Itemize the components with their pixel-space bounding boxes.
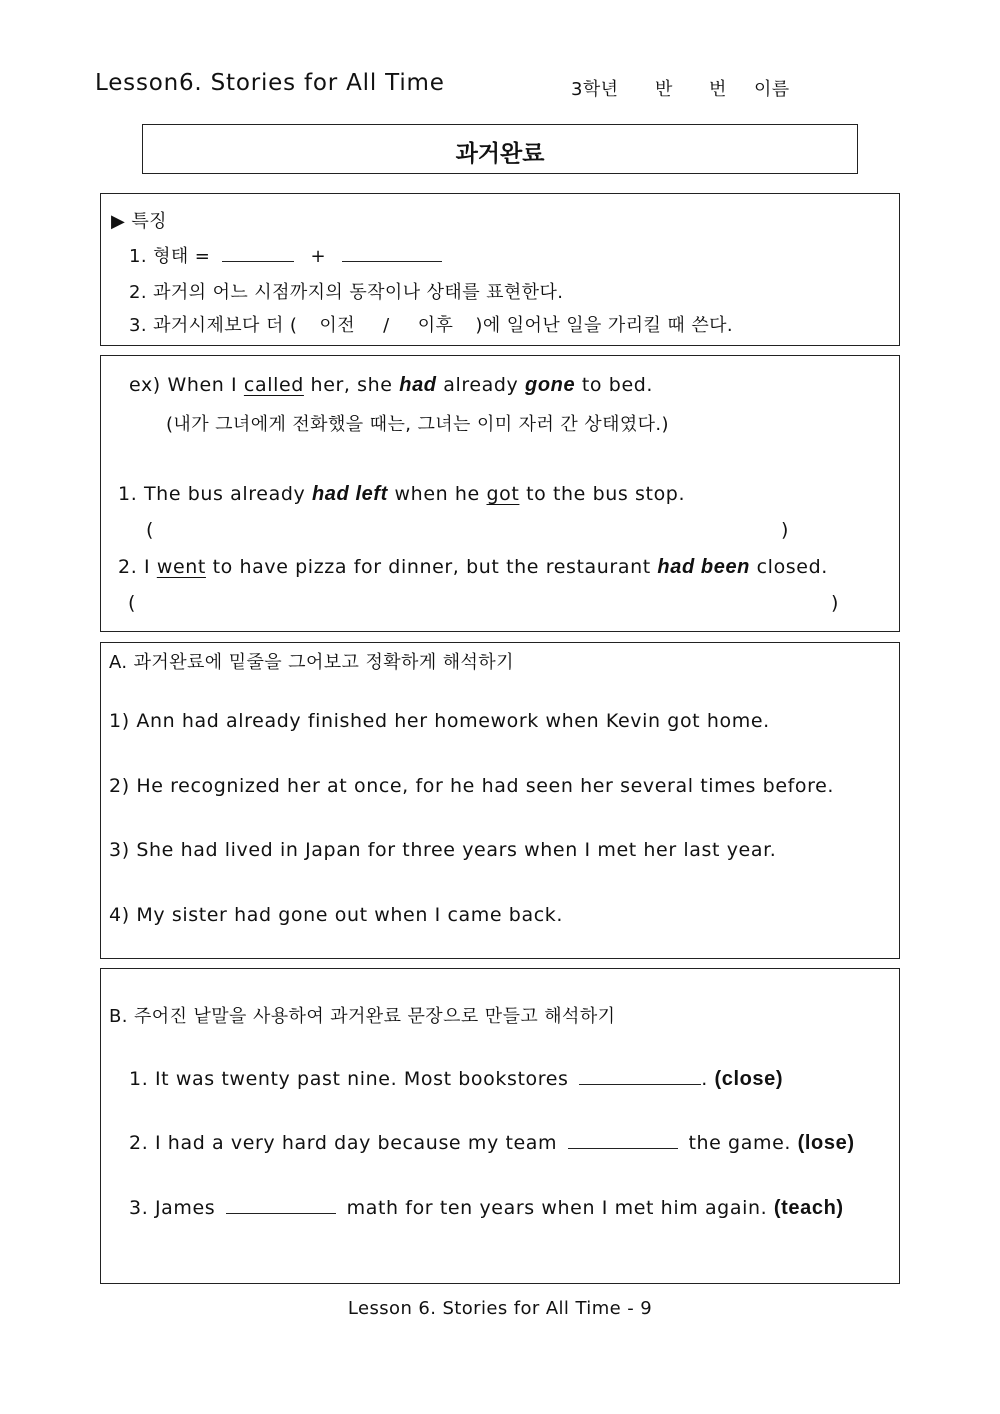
number-label: 번: [709, 79, 727, 100]
example-translation: (내가 그녀에게 전화했을 때는, 그녀는 이미 자러 간 상태였다.): [166, 414, 669, 435]
section-b-heading: B. 주어진 낱말을 사용하여 과거완료 문장으로 만들고 해석하기: [109, 1006, 616, 1027]
section-a-item-4[interactable]: 4) My sister had gone out when I came back.: [109, 904, 563, 926]
example-gone: gone: [525, 374, 576, 396]
feature-item-2: 2. 과거의 어느 시점까지의 동작이나 상태를 표현한다.: [129, 282, 564, 303]
form-plus: +: [310, 246, 327, 267]
feature-item-3-start: 3. 과거시제보다 더 (: [129, 315, 298, 336]
grade-label: 3학년: [571, 79, 619, 100]
q2-hint: (lose): [797, 1132, 855, 1154]
q3-answer-blank[interactable]: [226, 1195, 336, 1214]
section-a-box: [100, 642, 900, 959]
form-prefix: 1. 형태 =: [129, 246, 211, 267]
q1-text: 1. It was twenty past nine. Most bookstores: [129, 1068, 569, 1090]
s1-prefix: 1. The bus already: [118, 483, 306, 505]
example-mid: her, she: [310, 374, 393, 396]
section-b-question-1: [129, 1066, 783, 1091]
section-a-item-3[interactable]: 3) She had lived in Japan for three years when I met her last year.: [109, 839, 777, 861]
example-had: had: [399, 374, 437, 396]
title-box: [142, 124, 858, 174]
s1-got: got: [486, 483, 520, 505]
choice-after[interactable]: 이후: [417, 315, 454, 336]
s1-paren-close: ): [781, 519, 790, 541]
example-prefix: ex) When I: [129, 374, 238, 396]
q3-hint: (teach): [773, 1197, 844, 1219]
example-end: to bed.: [581, 374, 654, 396]
q1-end: .: [701, 1068, 708, 1090]
q3-end: math for ten years when I met him again.: [346, 1197, 768, 1219]
section-a-item-1[interactable]: 1) Ann had already finished her homework when Kevin got home.: [109, 710, 770, 732]
section-a-heading: A. 과거완료에 밑줄을 그어보고 정확하게 해석하기: [109, 652, 514, 673]
class-label: 반: [655, 79, 673, 100]
s2-went: went: [156, 556, 206, 578]
s1-had-left: had left: [311, 483, 388, 505]
s2-answer-space[interactable]: [146, 592, 821, 618]
s2-prefix: 2. I: [118, 556, 151, 578]
s1-paren-open: (: [146, 519, 155, 541]
page-footer: Lesson 6. Stories for All Time - 9: [347, 1298, 653, 1319]
example-sentence-1: [118, 483, 685, 506]
s2-mid: to have pizza for dinner, but the restaurant: [212, 556, 651, 578]
s2-end: closed.: [756, 556, 828, 578]
section-a-item-2[interactable]: 2) He recognized her at once, for he had seen her several times before.: [109, 775, 835, 797]
lesson-title: Lesson6. Stories for All Time: [95, 70, 445, 96]
example-called: called: [243, 374, 304, 396]
features-heading: ▶ 특징: [111, 211, 167, 232]
feature-item-3-end: )에 일어난 일을 가리킬 때 쓴다.: [475, 315, 734, 336]
choice-before[interactable]: 이전: [319, 315, 355, 336]
q1-hint: (close): [714, 1068, 784, 1090]
page-title: 과거완료: [455, 141, 545, 167]
q1-answer-blank[interactable]: [579, 1066, 701, 1085]
q2-end: the game.: [688, 1132, 791, 1154]
s2-paren-open: (: [128, 592, 137, 614]
s1-end: to the bus stop.: [526, 483, 686, 505]
name-label: 이름: [754, 79, 790, 100]
s2-paren-close: ): [831, 592, 840, 614]
examples-box: [100, 355, 900, 632]
form-line: [129, 242, 442, 268]
section-b-question-2: [129, 1130, 855, 1155]
section-b-box: [100, 968, 900, 1284]
form-blank-1[interactable]: [222, 243, 294, 262]
s2-had-been: had been: [657, 556, 750, 578]
feature-item-3: [129, 311, 733, 337]
features-box: [100, 193, 900, 346]
example-sentence: [129, 374, 653, 397]
choice-slash: /: [383, 315, 390, 336]
q3-text: 3. James: [129, 1197, 216, 1219]
section-b-question-3: [129, 1195, 844, 1220]
s1-mid: when he: [394, 483, 480, 505]
example-sentence-2: [118, 556, 828, 579]
s1-answer-space[interactable]: [163, 519, 773, 545]
form-blank-2[interactable]: [342, 243, 442, 262]
q2-text: 2. I had a very hard day because my team: [129, 1132, 558, 1154]
example-already: already: [443, 374, 519, 396]
q2-answer-blank[interactable]: [568, 1130, 678, 1149]
